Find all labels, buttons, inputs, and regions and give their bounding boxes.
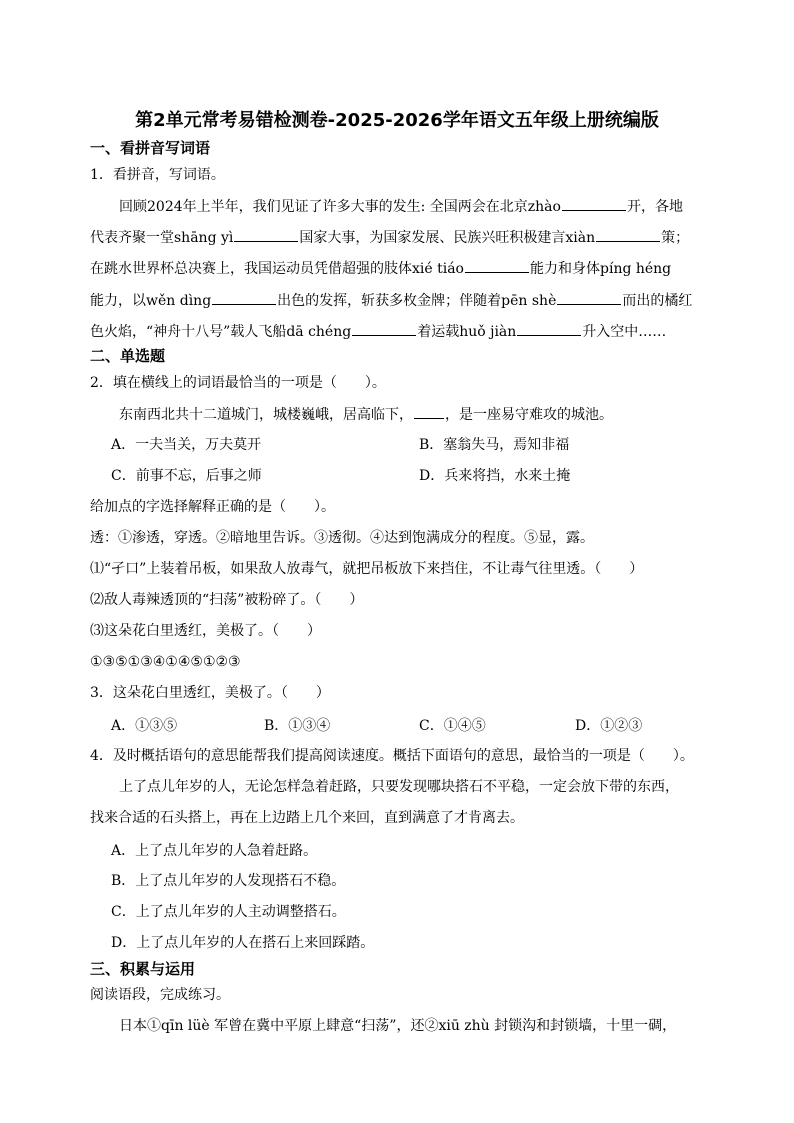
answer-blank[interactable] bbox=[234, 227, 298, 242]
answer-blank[interactable] bbox=[212, 290, 276, 305]
q3-option-c[interactable]: C．①④⑤ bbox=[419, 718, 486, 734]
dotted-char-stem: 给加点的字选择解释正确的是（ ）。 bbox=[90, 499, 335, 515]
circled-numbers: ①③⑤①③④①④⑤①②③ bbox=[90, 654, 241, 670]
section-3-passage: 日本①qīn lüè 军曾在冀中平原上肆意“扫荡”，还②xiū zhù 封锁沟和封锁墙，十里一碉， bbox=[119, 1018, 677, 1034]
answer-blank[interactable] bbox=[517, 321, 581, 336]
q4-option-c[interactable]: C．上了点儿年岁的人主动调整搭石。 bbox=[111, 904, 346, 920]
answer-blank[interactable] bbox=[562, 196, 626, 211]
page-title: 第2单元常考易错检测卷-2025-2026学年语文五年级上册统编版 bbox=[135, 110, 659, 131]
option-b[interactable]: B．塞翁失马，焉知非福 bbox=[419, 437, 570, 453]
question-2-stem: 2．填在横线上的词语最恰当的一项是（ ）。 bbox=[90, 375, 386, 391]
q4-option-d[interactable]: D．上了点儿年岁的人在搭石上来回踩踏。 bbox=[111, 935, 375, 951]
answer-blank[interactable] bbox=[352, 321, 416, 336]
passage-line-4: 能力，以wěn dìng 出色的发挥，斩获多枚金牌；伴随着pēn shè 而出的橘红 bbox=[90, 290, 692, 311]
question-4-passage-2: 找来合适的石头搭上，再在上边踏上几个来回，直到满意了才肯离去。 bbox=[90, 810, 524, 826]
passage-line-1: 回顾2024年上半年，我们见证了许多大事的发生: 全国两会在北京zhào 开，各地 bbox=[119, 196, 683, 217]
q4-option-b[interactable]: B．上了点儿年岁的人发现搭石不稳。 bbox=[111, 873, 346, 889]
question-4-stem: 4．及时概括语句的意思能帮我们提高阅读速度。概括下面语句的意思，最恰当的一项是（ ）。 bbox=[90, 748, 694, 764]
section-heading-3: 三、积累与运用 bbox=[90, 960, 196, 978]
answer-blank[interactable] bbox=[465, 258, 529, 273]
answer-blank[interactable] bbox=[596, 227, 660, 242]
dotted-item-1: ⑴“孑口”上装着吊板，如果敌人放毒气，就把吊板放下来挡住，不让毒气往里透。（ ） bbox=[90, 561, 644, 577]
dotted-char-definitions: 透：①渗透，穿透。②暗地里告诉。③透彻。④达到饱满成分的程度。⑤显，露。 bbox=[90, 530, 594, 546]
answer-blank[interactable] bbox=[414, 404, 444, 419]
question-2-passage: 东南西北共十二道城门，城楼巍峨，居高临下， ，是一座易守难攻的城池。 bbox=[119, 404, 613, 425]
q4-option-a[interactable]: A．上了点儿年岁的人急着赶路。 bbox=[111, 843, 318, 859]
question-1-stem: 1．看拼音，写词语。 bbox=[90, 167, 225, 183]
passage-line-2: 代表齐聚一堂shāng yì 国家大事，为国家发展、民族兴旺积极建言xiàn 策； bbox=[90, 227, 689, 248]
q3-option-d[interactable]: D．①②③ bbox=[575, 718, 643, 734]
question-4-passage-1: 上了点儿年岁的人，无论怎样急着赶路，只要发现哪块搭石不平稳，一定会放下带的东西， bbox=[119, 779, 679, 795]
dotted-item-3: ⑶这朵花白里透红，美极了。（ ） bbox=[90, 623, 321, 639]
dotted-item-2: ⑵敌人毒辣透顶的“扫荡”被粉碎了。（ ） bbox=[90, 592, 364, 608]
section-3-intro: 阅读语段，完成练习。 bbox=[90, 987, 230, 1003]
section-heading-1: 一、看拼音写词语 bbox=[90, 139, 211, 157]
passage-line-3: 在跳水世界杯总决赛上，我国运动员凭借超强的肢体xié tiáo 能力和身体píng héng bbox=[90, 258, 671, 279]
q3-option-a[interactable]: A．①③⑤ bbox=[111, 718, 178, 734]
section-heading-2: 二、单选题 bbox=[90, 347, 166, 365]
q3-option-b[interactable]: B．①③④ bbox=[264, 718, 331, 734]
option-a[interactable]: A．一夫当关，万夫莫开 bbox=[111, 437, 262, 453]
question-3-stem: 3．这朵花白里透红，美极了。（ ） bbox=[90, 685, 330, 701]
option-c[interactable]: C．前事不忘，后事之师 bbox=[111, 468, 262, 484]
answer-blank[interactable] bbox=[557, 290, 621, 305]
option-d[interactable]: D．兵来将挡，水来土掩 bbox=[419, 468, 571, 484]
passage-line-5: 色火焰，“神舟十八号”载人飞船dā chéng 着运载huǒ jiàn 升入空中…… bbox=[90, 321, 666, 342]
